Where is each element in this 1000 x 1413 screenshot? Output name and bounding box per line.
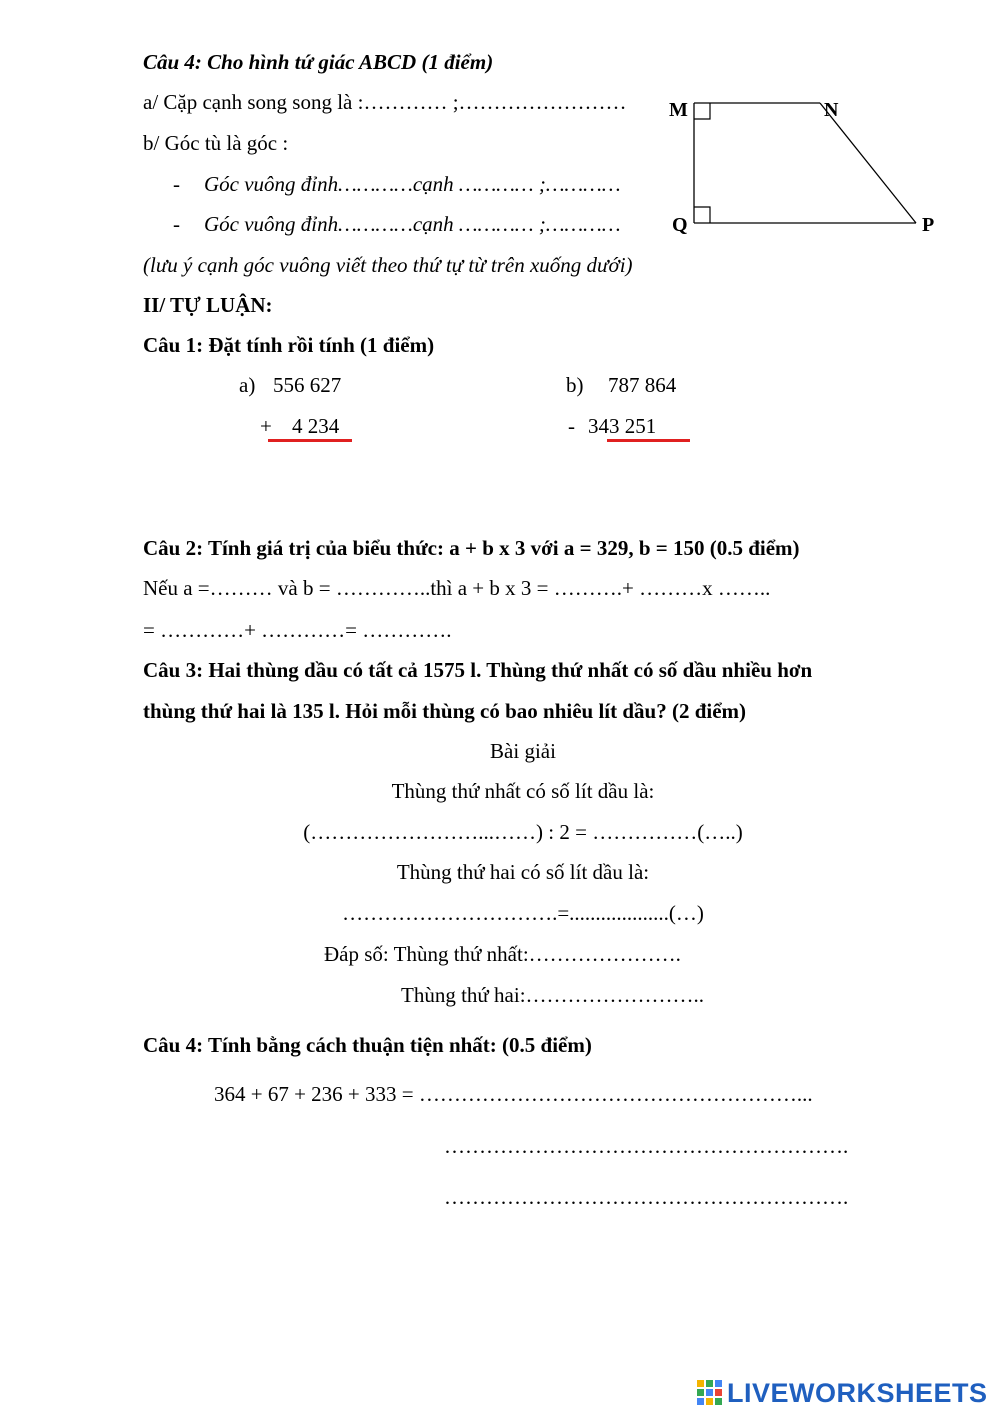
vertex-label-m: M	[669, 99, 688, 121]
bullet-dash: -	[173, 172, 180, 196]
vertex-label-q: Q	[672, 214, 688, 236]
liveworksheets-logo[interactable]	[697, 1378, 988, 1408]
c1-title: Câu 1: Đặt tính rồi tính (1 điểm)	[143, 333, 435, 357]
c1-a-label: a)	[239, 373, 256, 397]
c3-answer-1: Đáp số: Thùng thứ nhất:………………….	[324, 942, 681, 966]
c1-a-operator: +	[260, 414, 272, 438]
q4-item-2: Góc vuông đỉnh…………cạnh ………… ;…………	[204, 212, 621, 236]
c4-title: Câu 4: Tính bằng cách thuận tiện nhất: (0.5 điểm)	[143, 1033, 592, 1057]
edge-np	[820, 103, 916, 223]
c4-line-2: ………………………………………………….	[444, 1134, 849, 1158]
vertex-label-n: N	[824, 99, 839, 121]
c3-line-1: Thùng thứ nhất có số lít dầu là:	[391, 779, 655, 803]
c1-b-num2: 343 251	[588, 414, 657, 438]
c2-title: Câu 2: Tính giá trị của biểu thức: a + b x 3 với a = 329, b = 150 (0.5 điểm)	[143, 536, 800, 560]
c1-b-label: b)	[566, 373, 584, 397]
c3-answer-2: Thùng thứ hai:……………………..	[401, 983, 705, 1007]
c3-solution-heading: Bài giải	[490, 739, 556, 763]
c3-line-3: Thùng thứ hai có số lít dầu là:	[396, 860, 650, 884]
c4-line-3: ………………………………………………….	[444, 1185, 849, 1209]
vertex-label-p: P	[922, 214, 935, 236]
logo-text: LIVEWORKSHEETS	[727, 1377, 988, 1408]
c1-b-underline	[607, 439, 690, 442]
q4-title: Câu 4: Cho hình tứ giác ABCD (1 điểm)	[143, 50, 494, 74]
q4-item-1: Góc vuông đỉnh…………cạnh ………… ;…………	[204, 172, 621, 196]
c1-b-operator: -	[568, 414, 575, 438]
q4-b-line: b/ Góc tù là góc :	[143, 131, 289, 155]
c3-title-line-2: thùng thứ hai là 135 l. Hỏi mỗi thùng có bao nhiêu lít dầu? (2 điểm)	[143, 699, 747, 723]
section-heading: II/ TỰ LUẬN:	[143, 293, 273, 317]
c1-a-underline	[268, 439, 352, 442]
c1-a-num2: 4 234	[292, 414, 340, 438]
logo-grid-icon	[697, 1380, 723, 1406]
c3-line-4: ………………………….=...................(…)	[342, 901, 704, 925]
c1-a-num1: 556 627	[273, 373, 342, 397]
c3-title-line-1: Câu 3: Hai thùng dầu có tất cả 1575 l. Thùng thứ nhất có số dầu nhiều hơn	[143, 658, 813, 682]
right-angle-mark-q	[694, 207, 710, 223]
bullet-dash: -	[173, 212, 180, 236]
q4-a-line: a/ Cặp cạnh song song là :………… ;……………………	[143, 90, 627, 114]
trapezoid-figure	[660, 90, 950, 240]
c1-b-num1: 787 864	[608, 373, 677, 397]
q4-note: (lưu ý cạnh góc vuông viết theo thứ tự từ trên xuống dưới)	[143, 253, 633, 277]
c2-line-1: Nếu a =……… và b = …………..thì a + b x 3 = ……….+ ………x ……..	[143, 576, 771, 600]
c4-expression: 364 + 67 + 236 + 333 = ………………………………………………...	[214, 1082, 813, 1106]
right-angle-mark-m	[694, 103, 710, 119]
c3-line-2: (……………………...……) : 2 = ……………(…..)	[303, 820, 743, 844]
c2-line-2: = …………+ …………= ………….	[143, 618, 452, 642]
